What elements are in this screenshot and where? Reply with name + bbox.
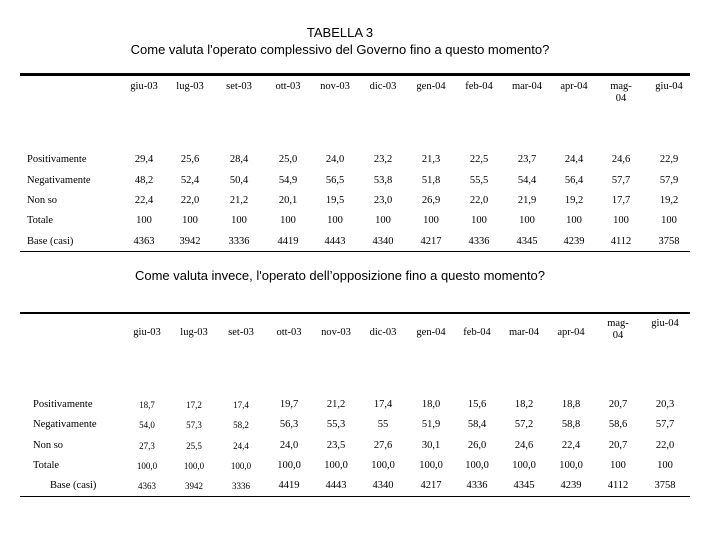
column-header: dic-03 bbox=[369, 81, 397, 92]
table-cell: 24,6 bbox=[611, 154, 631, 165]
column-header: mag- 04 bbox=[610, 81, 632, 104]
column-header: set-03 bbox=[228, 327, 254, 338]
table-cell: 18,2 bbox=[514, 399, 534, 410]
table-cell: 4112 bbox=[607, 480, 629, 491]
table-cell: 15,6 bbox=[467, 399, 487, 410]
table-cell: 4239 bbox=[563, 236, 585, 247]
row-label: Base (casi) bbox=[27, 236, 74, 247]
column-header: dic-03 bbox=[369, 327, 397, 338]
table-cell: 4419 bbox=[277, 236, 299, 247]
table-cell: 19,7 bbox=[279, 399, 299, 410]
table-cell: 100,0 bbox=[371, 460, 395, 471]
table-cell: 3336 bbox=[228, 236, 250, 247]
table-cell: 3758 bbox=[658, 236, 680, 247]
table-cell: 21,2 bbox=[326, 399, 346, 410]
table-cell: 3942 bbox=[179, 236, 201, 247]
table-cell: 56,4 bbox=[564, 175, 584, 186]
table-cell: 100 bbox=[327, 215, 343, 226]
table-cell: 25,6 bbox=[180, 154, 200, 165]
table-cell: 4363 bbox=[138, 481, 156, 491]
table-cell: 22,0 bbox=[655, 440, 675, 451]
table-cell: 4340 bbox=[372, 480, 394, 491]
table-cell: 24,4 bbox=[564, 154, 584, 165]
table-cell: 4345 bbox=[513, 480, 535, 491]
table-cell: 23,2 bbox=[373, 154, 393, 165]
table-cell: 100 bbox=[280, 215, 296, 226]
table-cell: 3336 bbox=[232, 481, 250, 491]
table-cell: 57,7 bbox=[655, 419, 675, 430]
column-header: lug-03 bbox=[180, 327, 208, 338]
table-cell: 22,4 bbox=[561, 440, 581, 451]
table-cell: 50,4 bbox=[229, 175, 249, 186]
column-header: nov-03 bbox=[321, 327, 351, 338]
table-cell: 24,6 bbox=[514, 440, 534, 451]
table-cell: 4363 bbox=[133, 236, 155, 247]
table-cell: 26,9 bbox=[421, 195, 441, 206]
column-header: mar-04 bbox=[511, 81, 543, 92]
table-cell: 4217 bbox=[420, 480, 442, 491]
table-cell: 18,0 bbox=[421, 399, 441, 410]
table-cell: 26,0 bbox=[467, 440, 487, 451]
table-cell: 48,2 bbox=[134, 175, 154, 186]
table-cell: 4112 bbox=[610, 236, 632, 247]
table-cell: 29,4 bbox=[134, 154, 154, 165]
table-cell: 57,2 bbox=[514, 419, 534, 430]
table-cell: 27,3 bbox=[139, 441, 155, 451]
row-label: Positivamente bbox=[27, 154, 87, 165]
table-cell: 4336 bbox=[468, 236, 490, 247]
table-cell: 20,7 bbox=[608, 440, 628, 451]
table-cell: 100 bbox=[519, 215, 535, 226]
table-cell: 25,5 bbox=[186, 441, 202, 451]
column-header: mag- 04 bbox=[607, 318, 629, 341]
table-cell: 21,9 bbox=[517, 195, 537, 206]
table-cell: 25,0 bbox=[278, 154, 298, 165]
row-label: Negativamente bbox=[33, 419, 97, 430]
column-header: apr-04 bbox=[557, 327, 585, 338]
table-cell: 100 bbox=[661, 215, 677, 226]
column-header: nov-03 bbox=[320, 81, 350, 92]
table-cell: 57,9 bbox=[659, 175, 679, 186]
table-cell: 100 bbox=[136, 215, 152, 226]
table-cell: 4239 bbox=[560, 480, 582, 491]
column-header: feb-04 bbox=[463, 327, 491, 338]
table-cell: 100,0 bbox=[559, 460, 583, 471]
column-header: ott-03 bbox=[276, 327, 302, 338]
row-label: Base (casi) bbox=[50, 480, 97, 491]
table-cell: 18,8 bbox=[561, 399, 581, 410]
table-cell: 23,0 bbox=[373, 195, 393, 206]
table-cell: 100 bbox=[471, 215, 487, 226]
table-cell: 23,7 bbox=[517, 154, 537, 165]
table-cell: 24,0 bbox=[279, 440, 299, 451]
table-cell: 22,0 bbox=[469, 195, 489, 206]
table-cell: 23,5 bbox=[326, 440, 346, 451]
table-cell: 17,4 bbox=[373, 399, 393, 410]
table-cell: 58,6 bbox=[608, 419, 628, 430]
table-cell: 28,4 bbox=[229, 154, 249, 165]
table-cell: 3942 bbox=[185, 481, 203, 491]
column-header: gen-04 bbox=[416, 81, 446, 92]
table1-top-rule bbox=[20, 73, 690, 76]
table-cell: 17,7 bbox=[611, 195, 631, 206]
row-label: Negativamente bbox=[27, 175, 91, 186]
row-label: Non so bbox=[27, 195, 58, 206]
table-cell: 19,2 bbox=[659, 195, 679, 206]
table-cell: 100 bbox=[375, 215, 391, 226]
table2-question: Come valuta invece, l'operato dell’opposizione fino a questo momento? bbox=[134, 268, 546, 283]
table-cell: 57,7 bbox=[611, 175, 631, 186]
table-cell: 22,4 bbox=[134, 195, 154, 206]
table-cell: 100,0 bbox=[136, 461, 158, 471]
table-cell: 4419 bbox=[278, 480, 300, 491]
table-cell: 24,0 bbox=[325, 154, 345, 165]
table-cell: 100 bbox=[566, 215, 582, 226]
table-cell: 57,3 bbox=[186, 420, 202, 430]
table-cell: 100,0 bbox=[183, 461, 205, 471]
table-cell: 21,2 bbox=[229, 195, 249, 206]
table-cell: 54,4 bbox=[517, 175, 537, 186]
column-header: apr-04 bbox=[560, 81, 588, 92]
table-cell: 27,6 bbox=[373, 440, 393, 451]
table-cell: 100 bbox=[610, 460, 626, 471]
table-cell: 55 bbox=[377, 419, 389, 430]
table-cell: 100 bbox=[657, 460, 673, 471]
table-cell: 100,0 bbox=[277, 460, 301, 471]
column-header: giu-04 bbox=[651, 318, 679, 329]
table-cell: 100,0 bbox=[465, 460, 489, 471]
column-header: giu-03 bbox=[133, 327, 161, 338]
table-cell: 58,8 bbox=[561, 419, 581, 430]
table-cell: 52,4 bbox=[180, 175, 200, 186]
table-cell: 55,3 bbox=[326, 419, 346, 430]
row-label: Non so bbox=[33, 440, 64, 451]
table-cell: 4345 bbox=[516, 236, 538, 247]
table-cell: 20,7 bbox=[608, 399, 628, 410]
table2-top-rule bbox=[20, 312, 690, 314]
table-cell: 4443 bbox=[325, 480, 347, 491]
column-header: lug-03 bbox=[176, 81, 204, 92]
table-cell: 4336 bbox=[466, 480, 488, 491]
table-cell: 58,2 bbox=[233, 420, 249, 430]
table-cell: 18,7 bbox=[139, 400, 155, 410]
table-cell: 30,1 bbox=[421, 440, 441, 451]
table-title: TABELLA 3 bbox=[306, 25, 374, 40]
table-cell: 100,0 bbox=[324, 460, 348, 471]
table1-bottom-rule bbox=[20, 251, 690, 252]
table-cell: 22,9 bbox=[659, 154, 679, 165]
table-cell: 51,9 bbox=[421, 419, 441, 430]
column-header: feb-04 bbox=[465, 81, 493, 92]
table-cell: 100 bbox=[423, 215, 439, 226]
table-cell: 3758 bbox=[654, 480, 676, 491]
table-cell: 100,0 bbox=[512, 460, 536, 471]
column-header: mar-04 bbox=[508, 327, 540, 338]
table-cell: 55,5 bbox=[469, 175, 489, 186]
table-cell: 54,0 bbox=[139, 420, 155, 430]
table-cell: 20,3 bbox=[655, 399, 675, 410]
row-label: Totale bbox=[33, 460, 60, 471]
table-cell: 53,8 bbox=[373, 175, 393, 186]
table-cell: 17,2 bbox=[186, 400, 202, 410]
table-cell: 24,4 bbox=[233, 441, 249, 451]
table-cell: 56,5 bbox=[325, 175, 345, 186]
column-header: giu-03 bbox=[130, 81, 158, 92]
column-header: set-03 bbox=[226, 81, 252, 92]
row-label: Positivamente bbox=[33, 399, 93, 410]
table-cell: 51,8 bbox=[421, 175, 441, 186]
table-cell: 58,4 bbox=[467, 419, 487, 430]
table-cell: 100,0 bbox=[230, 461, 252, 471]
table-cell: 22,0 bbox=[180, 195, 200, 206]
table-cell: 22,5 bbox=[469, 154, 489, 165]
table-cell: 100 bbox=[613, 215, 629, 226]
table-cell: 4340 bbox=[372, 236, 394, 247]
table-cell: 56,3 bbox=[279, 419, 299, 430]
table2-bottom-rule bbox=[20, 496, 690, 497]
table-cell: 17,4 bbox=[233, 400, 249, 410]
table-cell: 19,5 bbox=[325, 195, 345, 206]
table-cell: 100 bbox=[231, 215, 247, 226]
row-label: Totale bbox=[27, 215, 54, 226]
table1-question: Come valuta l'operato complessivo del Governo fino a questo momento? bbox=[130, 42, 550, 57]
column-header: gen-04 bbox=[416, 327, 446, 338]
table-cell: 4443 bbox=[324, 236, 346, 247]
column-header: giu-04 bbox=[655, 81, 683, 92]
table-cell: 19,2 bbox=[564, 195, 584, 206]
table-cell: 54,9 bbox=[278, 175, 298, 186]
table-cell: 100 bbox=[182, 215, 198, 226]
table-cell: 100,0 bbox=[419, 460, 443, 471]
table-cell: 4217 bbox=[420, 236, 442, 247]
table-cell: 20,1 bbox=[278, 195, 298, 206]
table-cell: 21,3 bbox=[421, 154, 441, 165]
column-header: ott-03 bbox=[275, 81, 301, 92]
